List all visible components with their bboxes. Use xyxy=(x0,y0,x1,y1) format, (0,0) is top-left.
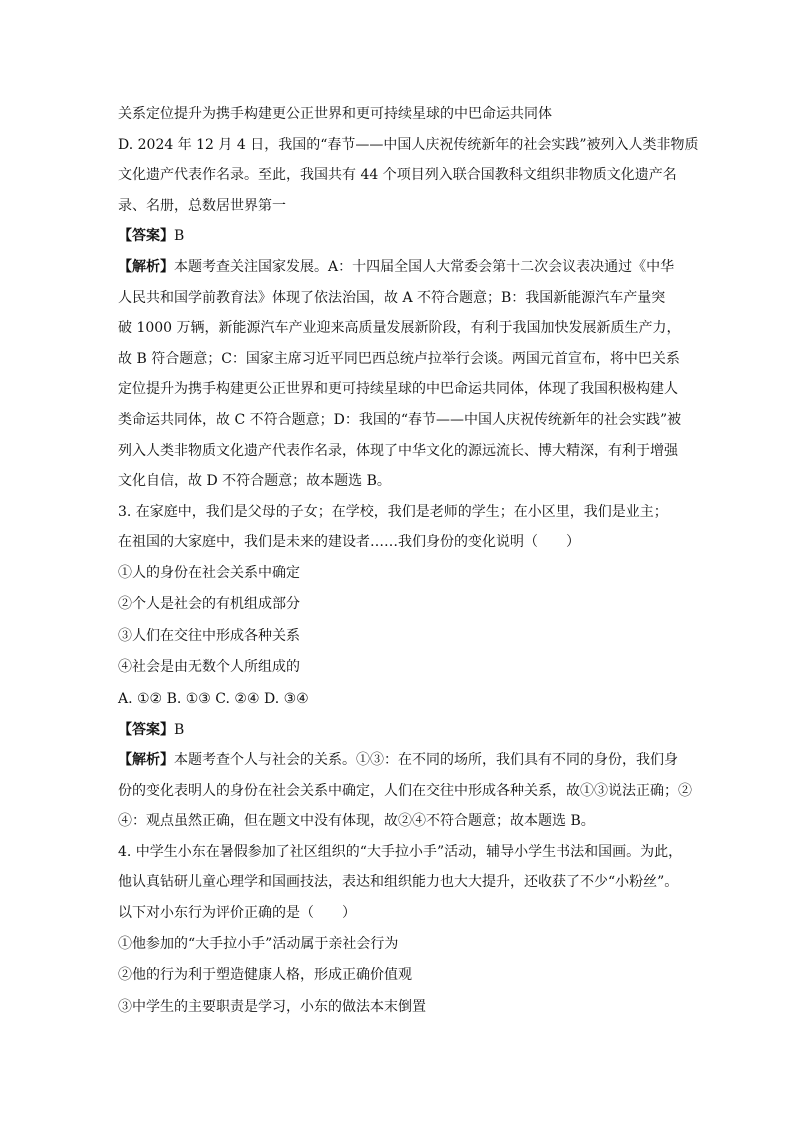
q2-option-c-tail: 关系定位提升为携手构建更公正世界和更可持续星球的中巴命运共同体 xyxy=(118,106,552,122)
document-content xyxy=(118,99,699,1023)
q2-analysis-line4: 故 B 符合题意；C：国家主席习近平同巴西总统卢拉举行会谈。两国元首宣布，将中巴关系 xyxy=(118,350,680,367)
analysis-text: 本题考查个人与社会的关系。①③：在不同的场所，我们具有不同的身份，我们身 xyxy=(174,752,678,769)
q2-analysis-line2: 人民共和国学前教育法》体现了依法治国，故 A 不符合题意；B：我国新能源汽车产量突 xyxy=(118,289,666,306)
q2-analysis-line1 xyxy=(118,252,678,283)
q2-analysis-line6: 类命运共同体，故 C 不符合题意；D：我国的“春节——中国人庆祝传统新年的社会实践”被 xyxy=(118,411,682,428)
q2-option-d-line1: D. 2024 年 12 月 4 日，我国的“春节——中国人庆祝传统新年的社会实践”被列入人类非物质 xyxy=(118,136,699,153)
q3-analysis-line1 xyxy=(118,745,678,776)
analysis-tag: 【解析】 xyxy=(118,258,174,275)
q3-statement-2: ②个人是社会的有机组成部分 xyxy=(118,596,300,613)
q3-statement-3: ③人们在交往中形成各种关系 xyxy=(118,627,300,644)
q3-analysis-line3: ④：观点虽然正确，但在题文中没有体现，故②④不符合题意；故本题选 B。 xyxy=(118,813,595,830)
q2-analysis-line5: 定位提升为携手构建更公正世界和更可持续星球的中巴命运共同体，体现了我国积极构建人 xyxy=(118,381,678,398)
q4-statement-2: ②他的行为利于塑造健康人格，形成正确价值观 xyxy=(118,967,412,984)
analysis-text: 本题考查关注国家发展。A：十四届全国人大常委会第十二次会议表决通过《中华 xyxy=(174,258,675,275)
analysis-tag: 【解析】 xyxy=(118,752,174,769)
answer-value: B xyxy=(174,228,185,245)
q2-analysis-line7: 列入人类非物质文化遗产代表作名录，体现了中华文化的源远流长、博大精深，有利于增强 xyxy=(118,442,678,459)
q3-analysis-line2: 份的变化表明人的身份在社会关系中确定，人们在交往中形成各种关系，故①③说法正确；② xyxy=(118,782,692,799)
q3-stem-line2: 在祖国的大家庭中，我们是未来的建设者……我们身份的变化说明（ ） xyxy=(118,534,580,551)
answer-value: B xyxy=(174,721,185,738)
q3-statement-1: ①人的身份在社会关系中确定 xyxy=(118,564,300,581)
q4-statement-1: ①他参加的“大手拉小手”活动属于亲社会行为 xyxy=(118,935,399,952)
q3-answer xyxy=(118,715,678,746)
q3-statement-4: ④社会是由无数个人所组成的 xyxy=(118,659,300,676)
q2-option-d-line2: 文化遗产代表作名录。至此，我国共有 44 个项目列入联合国教科文组织非物质文化遗产名 xyxy=(118,167,677,184)
answer-tag: 【答案】 xyxy=(118,228,174,245)
q2-option-d-line3: 录、名册，总数居世界第一 xyxy=(118,197,286,214)
q4-stem-line2: 他认真钻研儿童心理学和国画技法，表达和组织能力也大大提升，还收获了不少“小粉丝”。 xyxy=(118,874,679,891)
q4-stem-line3: 以下对小东行为评价正确的是（ ） xyxy=(118,905,356,922)
q4-statement-3: ③中学生的主要职责是学习，小东的做法本末倒置 xyxy=(118,998,426,1015)
answer-tag: 【答案】 xyxy=(118,721,174,738)
q2-analysis-line3: 破 1000 万辆，新能源汽车产业迎来高质量发展新阶段，有利于我国加快发展新质生产力， xyxy=(118,320,681,337)
q4-stem-line1: 4. 中学生小东在暑假参加了社区组织的“大手拉小手”活动，辅导小学生书法和国画。为此， xyxy=(118,843,683,860)
q3-stem-line1: 3. 在家庭中，我们是父母的子女；在学校，我们是老师的学生；在小区里，我们是业主； xyxy=(118,503,668,520)
q3-choices: A. ①② B. ①③ C. ②④ D. ③④ xyxy=(118,690,309,707)
q2-analysis-line8: 文化自信，故 D 不符合题意；故本题选 B。 xyxy=(118,473,391,490)
q2-answer xyxy=(118,221,678,252)
